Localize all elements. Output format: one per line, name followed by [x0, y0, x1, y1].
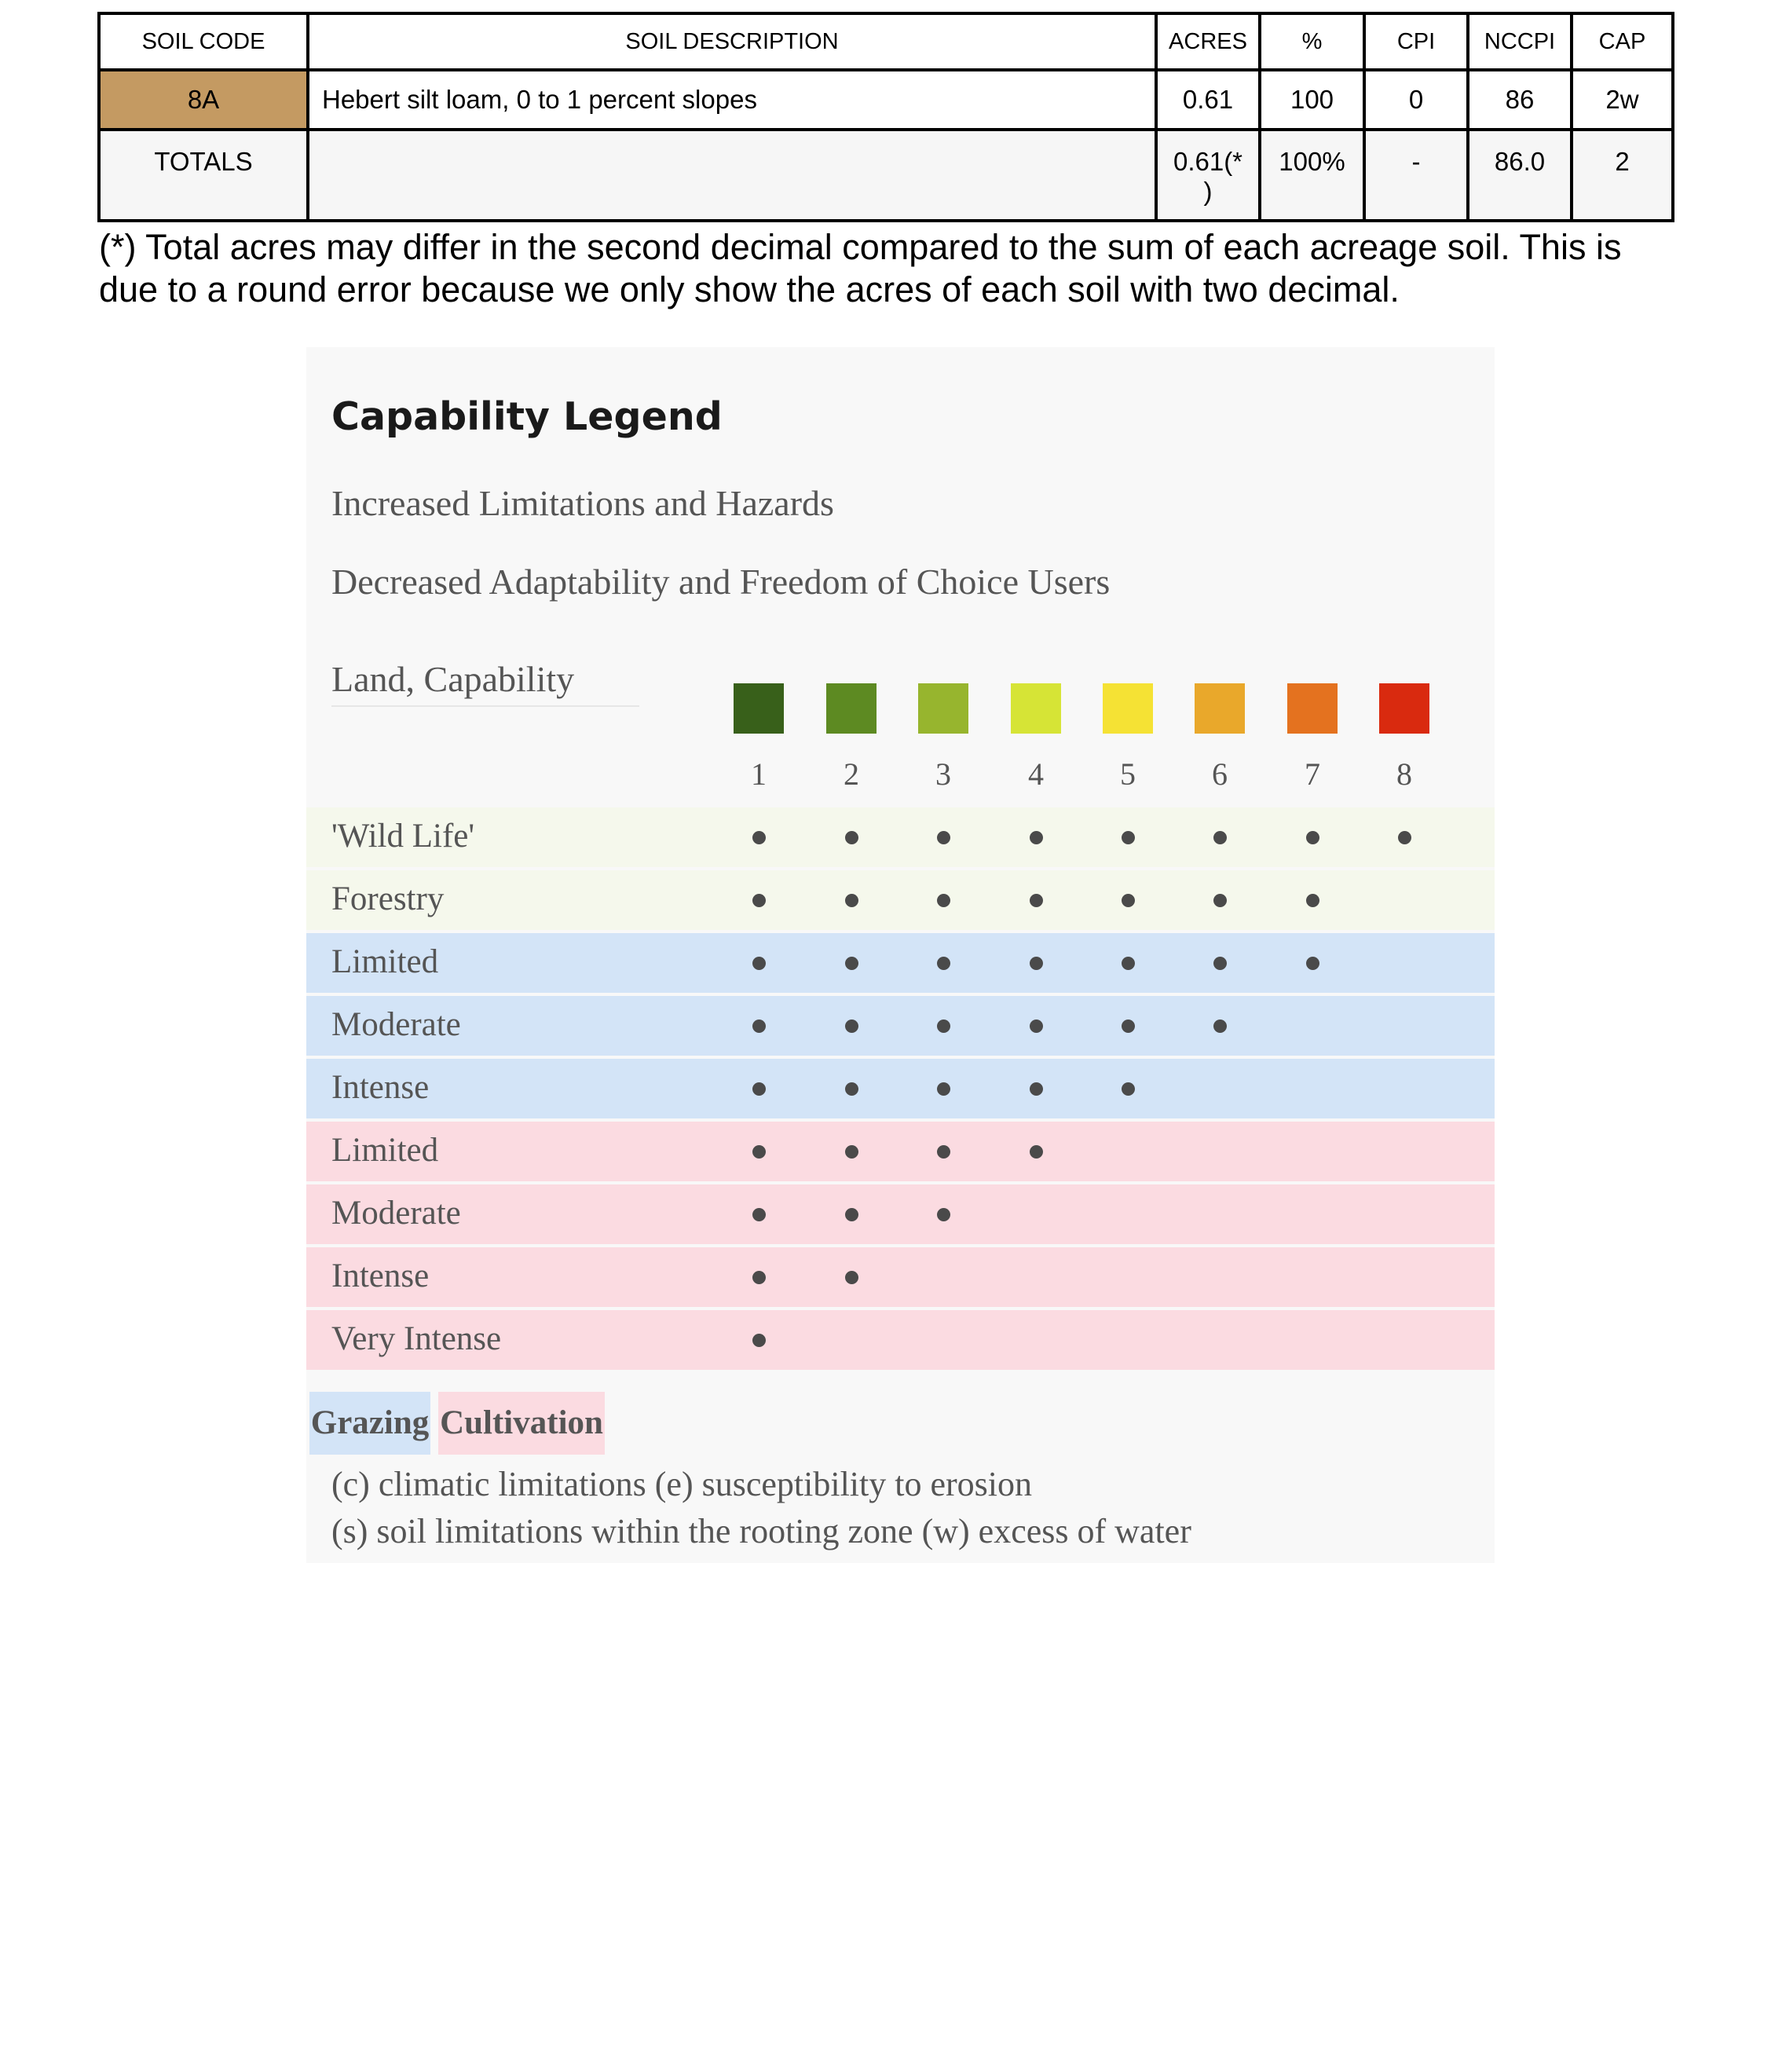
legend-row-wildlife-forestry — [306, 870, 1495, 930]
legend-row-grazing-intense — [306, 1059, 1495, 1118]
class-4-number: 4 — [1028, 756, 1044, 792]
legend-title: Capability Legend — [331, 394, 723, 439]
legend-row-grazing-limited — [306, 933, 1495, 993]
class-4-dot — [1030, 1145, 1043, 1159]
class-1-dot — [752, 1145, 766, 1159]
legend-row-grazing-moderate — [306, 996, 1495, 1056]
class-3-dot — [937, 1082, 950, 1096]
legend-row-label: Moderate — [331, 1195, 461, 1232]
class-6-dot — [1213, 957, 1227, 970]
legend-row-label: Limited — [331, 1132, 439, 1169]
class-2-dot — [845, 1082, 858, 1096]
class-7-dot — [1306, 831, 1319, 844]
totals-nccpi: 86.0 — [1468, 130, 1572, 221]
class-4-dot — [1030, 1020, 1043, 1033]
class-4-swatch — [1011, 683, 1061, 734]
class-3-dot — [937, 894, 950, 907]
table-row — [99, 70, 1673, 130]
header-nccpi: NCCPI — [1468, 13, 1572, 70]
class-5-dot — [1122, 831, 1135, 844]
class-1-dot — [752, 1271, 766, 1284]
class-8-swatch — [1379, 683, 1429, 734]
header-soil-code: SOIL CODE — [99, 13, 308, 70]
totals-acres-line1: 0.61(* — [1173, 147, 1243, 176]
soil-table — [97, 12, 1674, 222]
legend-row-label: Intense — [331, 1069, 430, 1106]
table-header-row — [99, 13, 1673, 70]
legend-row-wildlife-wild-life — [306, 807, 1495, 867]
class-3-dot — [937, 1020, 950, 1033]
header-percent: % — [1260, 13, 1364, 70]
class-6-dot — [1213, 894, 1227, 907]
totals-cap: 2 — [1572, 130, 1673, 221]
class-6-dot — [1213, 831, 1227, 844]
class-7-number: 7 — [1305, 756, 1320, 792]
class-2-dot — [845, 894, 858, 907]
class-4-dot — [1030, 894, 1043, 907]
class-8-number: 8 — [1396, 756, 1412, 792]
class-5-swatch — [1103, 683, 1153, 734]
class-3-dot — [937, 1208, 950, 1221]
legend-row-cultivation-moderate — [306, 1184, 1495, 1244]
class-1-dot — [752, 957, 766, 970]
class-3-number: 3 — [935, 756, 951, 792]
acreage-footnote: (*) Total acres may differ in the second decimal compared to the sum of each acreage soil. This is due to a round error because we only show the acres of each soil with two decimal. — [99, 227, 1622, 309]
legend-row-label: Limited — [331, 943, 439, 980]
class-2-dot — [845, 831, 858, 844]
totals-acres — [1156, 130, 1260, 221]
class-2-dot — [845, 1145, 858, 1159]
legend-row-label: Very Intense — [331, 1320, 502, 1357]
class-7-swatch — [1287, 683, 1338, 734]
class-1-dot — [752, 1208, 766, 1221]
legend-row-label: Moderate — [331, 1006, 461, 1043]
class-1-dot — [752, 1334, 766, 1347]
class-5-dot — [1122, 1020, 1135, 1033]
land-capability-caption: Land, Capability — [331, 659, 575, 699]
class-1-dot — [752, 1082, 766, 1096]
header-cpi: CPI — [1364, 13, 1468, 70]
legend-row-label: Forestry — [331, 880, 445, 917]
class-6-number: 6 — [1212, 756, 1228, 792]
class-5-number: 5 — [1120, 756, 1136, 792]
land-capability-underline — [331, 705, 639, 707]
class-4-dot — [1030, 1082, 1043, 1096]
cpi-cell: 0 — [1364, 70, 1468, 130]
class-1-number: 1 — [751, 756, 767, 792]
class-1-swatch — [734, 683, 784, 734]
grazing-key: Grazing — [309, 1392, 430, 1455]
totals-percent: 100% — [1260, 130, 1364, 221]
totals-acres-line2: ) — [1203, 177, 1213, 206]
capability-legend — [306, 347, 1495, 1563]
class-5-dot — [1122, 894, 1135, 907]
class-2-dot — [845, 957, 858, 970]
class-5-dot — [1122, 1082, 1135, 1096]
class-5-dot — [1122, 957, 1135, 970]
adaptability-caption: Decreased Adaptability and Freedom of Choice Users — [331, 562, 1111, 602]
class-3-dot — [937, 831, 950, 844]
limitation-codes-line-2: (s) soil limitations within the rooting zone (w) excess of water — [331, 1512, 1191, 1550]
class-4-dot — [1030, 831, 1043, 844]
class-4-dot — [1030, 957, 1043, 970]
class-6-dot — [1213, 1020, 1227, 1033]
limitations-caption: Increased Limitations and Hazards — [331, 483, 834, 523]
header-cap: CAP — [1572, 13, 1673, 70]
header-soil-description: SOIL DESCRIPTION — [308, 13, 1156, 70]
limitation-codes-line-1: (c) climatic limitations (e) susceptibility to erosion — [331, 1465, 1033, 1503]
class-8-dot — [1398, 831, 1411, 844]
class-2-number: 2 — [844, 756, 859, 792]
class-2-dot — [845, 1208, 858, 1221]
legend-row-label: 'Wild Life' — [331, 818, 475, 855]
class-1-dot — [752, 894, 766, 907]
class-3-swatch — [918, 683, 968, 734]
legend-row-cultivation-intense — [306, 1247, 1495, 1307]
class-7-dot — [1306, 894, 1319, 907]
soil-description-cell: Hebert silt loam, 0 to 1 percent slopes — [308, 70, 1156, 130]
soil-code-cell: 8A — [99, 70, 308, 130]
totals-label: TOTALS — [99, 130, 308, 221]
cap-cell: 2w — [1572, 70, 1673, 130]
class-2-dot — [845, 1020, 858, 1033]
class-3-dot — [937, 1145, 950, 1159]
percent-cell: 100 — [1260, 70, 1364, 130]
class-6-swatch — [1195, 683, 1245, 734]
class-2-dot — [845, 1271, 858, 1284]
legend-row-cultivation-limited — [306, 1122, 1495, 1181]
class-3-dot — [937, 957, 950, 970]
class-2-swatch — [826, 683, 877, 734]
nccpi-cell: 86 — [1468, 70, 1572, 130]
totals-row — [99, 130, 1673, 221]
legend-row-label: Intense — [331, 1257, 430, 1294]
class-1-dot — [752, 831, 766, 844]
class-7-dot — [1306, 957, 1319, 970]
cultivation-key: Cultivation — [438, 1392, 605, 1455]
legend-row-cultivation-very-intense — [306, 1310, 1495, 1370]
totals-description — [308, 130, 1156, 221]
header-acres: ACRES — [1156, 13, 1260, 70]
totals-cpi: - — [1364, 130, 1468, 221]
acres-cell: 0.61 — [1156, 70, 1260, 130]
class-1-dot — [752, 1020, 766, 1033]
